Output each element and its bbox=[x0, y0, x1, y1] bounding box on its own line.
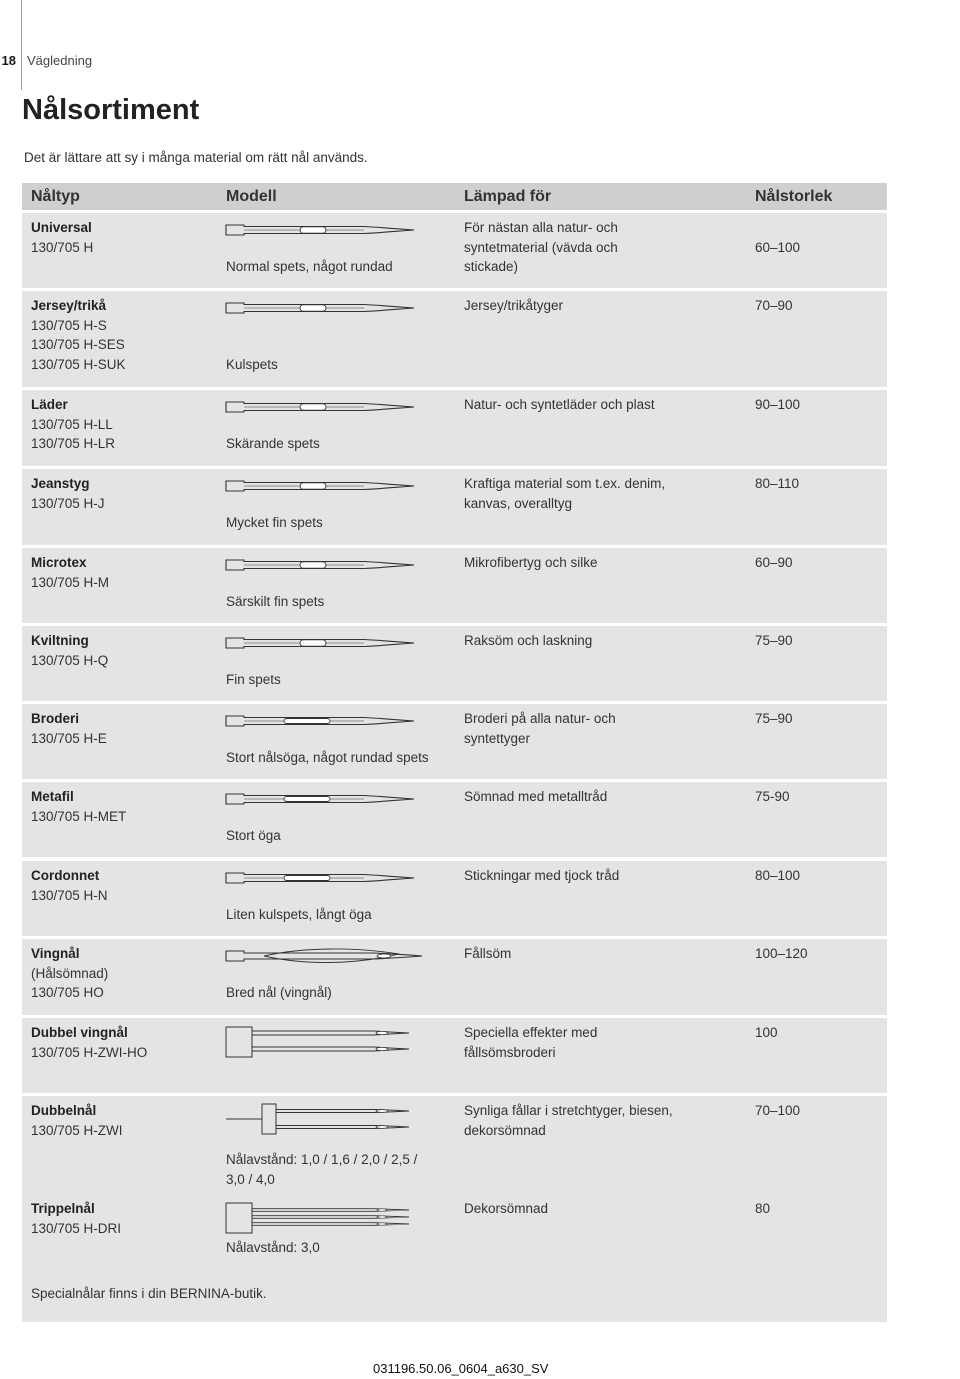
table.rows.5.tip-line: Fin spets bbox=[226, 672, 281, 687]
table.rows.2.sub-line: 130/705 H-LR bbox=[31, 436, 116, 451]
table-row bbox=[22, 861, 887, 936]
needle-tip bbox=[226, 826, 456, 846]
page-title: Nålsortiment bbox=[22, 94, 200, 126]
suited-for bbox=[464, 709, 744, 748]
needle-type bbox=[31, 1101, 221, 1140]
needle-tip bbox=[226, 983, 456, 1003]
table-row bbox=[22, 939, 887, 1015]
suited-for bbox=[464, 1023, 744, 1062]
table.rows.10.use-line: Speciella effekter med bbox=[464, 1025, 598, 1040]
needle-tip bbox=[226, 670, 456, 690]
needle-tip bbox=[226, 355, 456, 375]
table.rows.6.sub-line: 130/705 H-E bbox=[31, 730, 107, 746]
needle-size: 100 bbox=[755, 1025, 778, 1040]
needle-name: Vingnål bbox=[31, 946, 80, 961]
microtex-needle-icon bbox=[224, 554, 424, 588]
table.rows.7.tip-line: Stort öga bbox=[226, 828, 281, 843]
table-row bbox=[22, 548, 887, 623]
needle-type bbox=[31, 866, 221, 905]
table.rows.4.sub-line: 130/705 H-M bbox=[31, 574, 110, 590]
header-suited: Lämpad för bbox=[464, 188, 552, 205]
table-row bbox=[22, 469, 887, 545]
needle-name: Läder bbox=[31, 397, 68, 412]
table.rows.11.tip-line: Nålavstånd: 1,0 / 1,6 / 2,0 / 2,5 / bbox=[226, 1152, 418, 1167]
needle-name: Cordonnet bbox=[31, 868, 100, 883]
needle-size: 90–100 bbox=[755, 397, 801, 412]
intro-text: Det är lättare att sy i många material om rätt nål används. bbox=[24, 150, 368, 165]
table.rows.9.tip-line: Bred nål (vingnål) bbox=[226, 985, 332, 1000]
cordonnet-needle-icon bbox=[224, 867, 424, 901]
needle-size: 75–90 bbox=[755, 711, 793, 726]
table.rows.12.tip-line: Nålavstånd: 3,0 bbox=[226, 1240, 320, 1255]
needle-size: 75–90 bbox=[755, 633, 793, 648]
table.rows.7.use-line: Sömnad med metalltråd bbox=[464, 789, 608, 804]
needle-tip bbox=[226, 1150, 456, 1189]
needle-name: Universal bbox=[31, 220, 92, 235]
embroidery-needle-icon bbox=[224, 710, 424, 744]
needle-name: Dubbel vingnål bbox=[31, 1025, 128, 1040]
needle-size: 60–90 bbox=[755, 555, 793, 570]
needle-size: 70–100 bbox=[755, 1103, 801, 1118]
needle-type bbox=[31, 553, 221, 592]
table-row bbox=[22, 782, 887, 857]
table.rows.6.use-line: Broderi på alla natur- och bbox=[464, 711, 616, 726]
table.rows.10.use-line: fållsömsbroderi bbox=[464, 1044, 556, 1060]
table.rows.0.sub-line: 130/705 H bbox=[31, 239, 94, 255]
footnote: Specialnålar finns i din BERNINA-butik. bbox=[31, 1286, 267, 1301]
needle-type bbox=[31, 944, 221, 1003]
table.rows.11.use-line: Synliga fållar i stretchtyger, biesen, bbox=[464, 1103, 673, 1118]
table.rows.8.use-line: Stickningar med tjock tråd bbox=[464, 868, 620, 883]
suited-for bbox=[464, 866, 744, 886]
twin-needle-icon bbox=[224, 1102, 424, 1136]
table-row bbox=[22, 704, 887, 779]
table.rows.4.tip-line: Särskilt fin spets bbox=[226, 594, 325, 609]
table.rows.6.tip-line: Stort nålsöga, något rundad spets bbox=[226, 750, 429, 765]
suited-for bbox=[464, 631, 744, 651]
table.rows.5.sub-line: 130/705 H-Q bbox=[31, 652, 109, 668]
table-row bbox=[22, 390, 887, 466]
suited-for bbox=[464, 787, 744, 807]
suited-for bbox=[464, 395, 744, 415]
header-size: Nålstorlek bbox=[755, 188, 833, 205]
needle-tip bbox=[226, 592, 456, 612]
needle-tip bbox=[226, 513, 456, 533]
header-model: Modell bbox=[226, 188, 277, 205]
needle-type bbox=[31, 474, 221, 513]
needle-tip bbox=[226, 434, 456, 454]
table.rows.3.use-line: kanvas, overalltyg bbox=[464, 495, 573, 511]
needle-size: 70–90 bbox=[755, 298, 793, 313]
needle-type bbox=[31, 296, 221, 374]
jeans-needle-icon bbox=[224, 475, 424, 509]
table-row bbox=[22, 626, 887, 701]
needle-size: 80 bbox=[755, 1201, 771, 1216]
suited-for bbox=[464, 944, 744, 964]
suited-for bbox=[464, 1101, 744, 1140]
leather-needle-icon bbox=[224, 396, 424, 430]
needle-size: 75-90 bbox=[755, 789, 790, 804]
suited-for bbox=[464, 296, 744, 316]
needle-name: Broderi bbox=[31, 711, 80, 726]
table.rows.4.use-line: Mikrofibertyg och silke bbox=[464, 555, 598, 570]
needle-type bbox=[31, 395, 221, 454]
page-number: 18 bbox=[1, 53, 16, 68]
suited-for bbox=[464, 218, 744, 277]
needle-tip bbox=[226, 748, 456, 768]
table.rows.2.sub-line: 130/705 H-LL bbox=[31, 416, 113, 432]
table.rows.9.use-line: Fållsöm bbox=[464, 946, 512, 961]
table.rows.12.sub-line: 130/705 H-DRI bbox=[31, 1220, 122, 1236]
needle-name: Microtex bbox=[31, 555, 87, 570]
table.rows.12.use-line: Dekorsömnad bbox=[464, 1201, 549, 1216]
table.rows.9.sub-line: 130/705 HO bbox=[31, 985, 104, 1000]
needle-size: 100–120 bbox=[755, 946, 808, 961]
triple-needle-icon bbox=[224, 1200, 424, 1234]
needle-type bbox=[31, 631, 221, 670]
quilting-needle-icon bbox=[224, 632, 424, 666]
needle-tip bbox=[226, 1238, 456, 1258]
needle-name: Metafil bbox=[31, 789, 74, 804]
table.rows.6.use-line: syntettyger bbox=[464, 730, 531, 746]
table.rows.7.sub-line: 130/705 H-MET bbox=[31, 808, 127, 824]
needle-name: Jersey/trikå bbox=[31, 298, 107, 313]
table-row bbox=[22, 291, 887, 387]
table.rows.1.sub-line: 130/705 H-SUK bbox=[31, 356, 126, 372]
suited-for bbox=[464, 474, 744, 513]
table.rows.9.sub-line: (Hålsömnad) bbox=[31, 965, 109, 981]
needle-type bbox=[31, 1023, 221, 1062]
margin-divider bbox=[21, 0, 22, 90]
table.rows.11.tip-line: 3,0 / 4,0 bbox=[226, 1171, 275, 1187]
table.rows.1.sub-line: 130/705 H-S bbox=[31, 317, 107, 333]
table.rows.8.tip-line: Liten kulspets, långt öga bbox=[226, 907, 372, 922]
universal-needle-icon bbox=[224, 219, 424, 253]
table.rows.5.use-line: Raksöm och laskning bbox=[464, 633, 593, 648]
needle-size: 80–100 bbox=[755, 868, 801, 883]
table.rows.3.sub-line: 130/705 H-J bbox=[31, 495, 105, 511]
suited-for bbox=[464, 1199, 744, 1219]
table.rows.1.sub-line: 130/705 H-SES bbox=[31, 337, 125, 352]
section-label: Vägledning bbox=[27, 53, 93, 68]
needle-size: 60–100 bbox=[755, 239, 801, 255]
metafil-needle-icon bbox=[224, 788, 424, 822]
table-row bbox=[22, 1194, 887, 1274]
double-wing-needle-icon bbox=[224, 1024, 424, 1058]
table-header bbox=[22, 183, 887, 210]
suited-for bbox=[464, 553, 744, 573]
needle-type bbox=[31, 787, 221, 826]
table.rows.8.sub-line: 130/705 H-N bbox=[31, 887, 108, 903]
table.rows.3.tip-line: Mycket fin spets bbox=[226, 515, 323, 530]
table.rows.3.use-line: Kraftiga material som t.ex. denim, bbox=[464, 476, 666, 491]
table.rows.0.use-line: stickade) bbox=[464, 259, 519, 274]
needle-size: 80–110 bbox=[755, 476, 800, 491]
needle-tip bbox=[226, 905, 456, 925]
table.rows.11.sub-line: 130/705 H-ZWI bbox=[31, 1122, 123, 1138]
needle-tip bbox=[226, 257, 456, 277]
document-id: 031196.50.06_0604_a630_SV bbox=[373, 1361, 549, 1376]
jersey-needle-icon bbox=[224, 297, 424, 331]
needle-type bbox=[31, 1199, 221, 1238]
needle-name: Trippelnål bbox=[31, 1201, 95, 1216]
needle-name: Dubbelnål bbox=[31, 1103, 97, 1118]
needle-type bbox=[31, 709, 221, 748]
table.rows.1.use-line: Jersey/trikåtyger bbox=[464, 298, 564, 313]
table.rows.11.use-line: dekorsömnad bbox=[464, 1122, 546, 1138]
table.rows.2.tip-line: Skärande spets bbox=[226, 436, 320, 451]
table.rows.0.use-line: syntetmaterial (vävda och bbox=[464, 239, 618, 255]
table.rows.1.tip-line: Kulspets bbox=[226, 356, 278, 372]
header-type: Nåltyp bbox=[31, 188, 80, 205]
needle-name: Kviltning bbox=[31, 633, 89, 648]
table.rows.0.use-line: För nästan alla natur- och bbox=[464, 220, 618, 235]
table-row bbox=[22, 213, 887, 288]
table-row bbox=[22, 1018, 887, 1093]
needle-type bbox=[31, 218, 221, 257]
table.rows.2.use-line: Natur- och syntetläder och plast bbox=[464, 397, 655, 412]
table.rows.10.sub-line: 130/705 H-ZWI-HO bbox=[31, 1044, 148, 1060]
table.rows.0.tip-line: Normal spets, något rundad bbox=[226, 259, 393, 274]
wing-needle-icon bbox=[224, 945, 424, 979]
needle-name: Jeanstyg bbox=[31, 476, 90, 491]
